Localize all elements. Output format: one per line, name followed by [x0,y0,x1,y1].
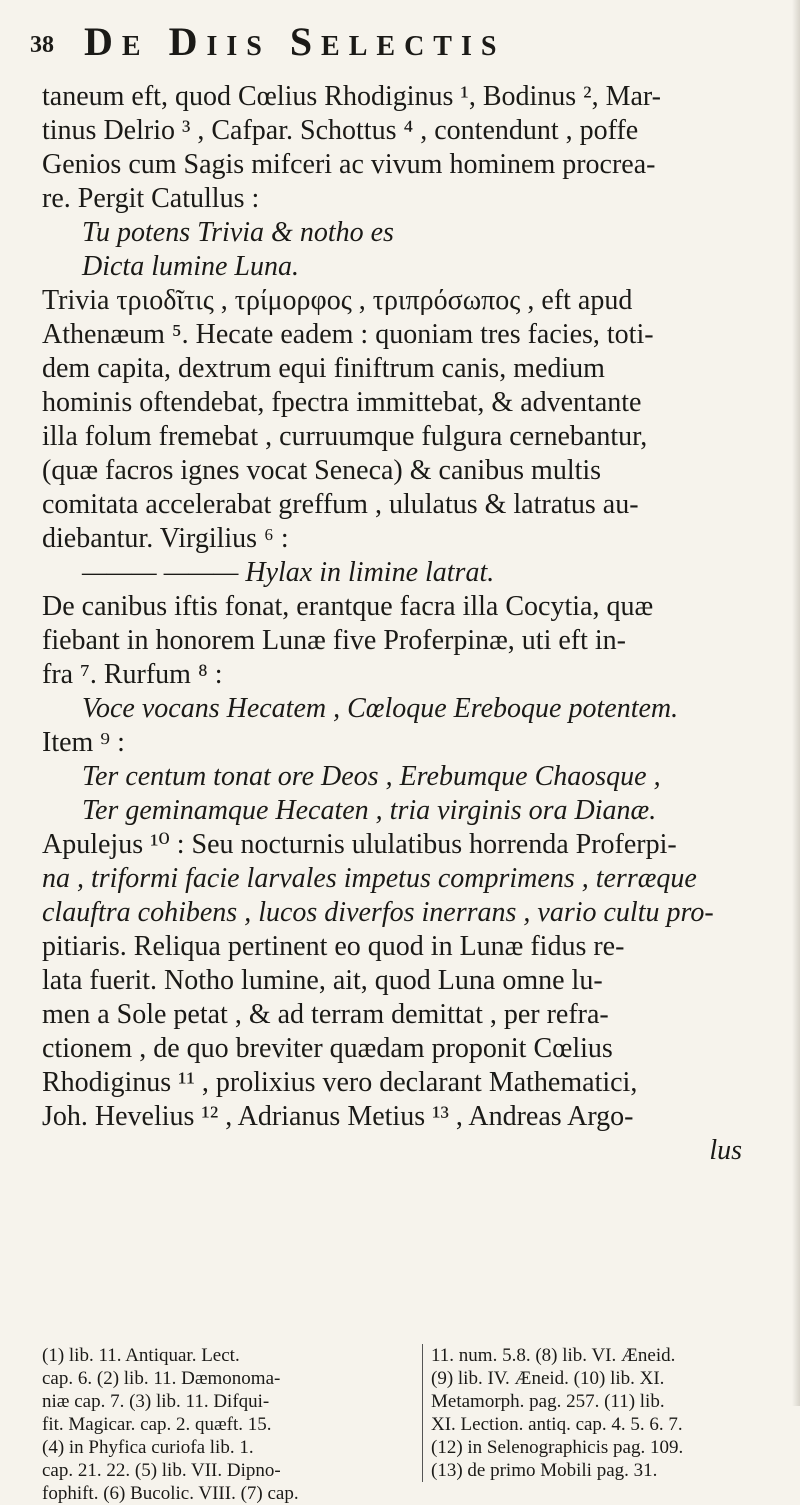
running-title: De Diis Selectis [84,19,506,64]
verse-line: Voce vocans Hecatem , Cœloque Ereboque potentem. [82,693,679,724]
text-line: Joh. Hevelius ¹² , Adrianus Metius ¹³ , Andreas Argo- [42,1101,634,1132]
footnote-line: Metamorph. pag. 257. (11) lib. [431,1391,665,1412]
verse-line: ——— ——— Hylax in limine latrat. [82,557,495,588]
footnote-line: (1) lib. 11. Antiquar. Lect. [42,1345,240,1366]
text-line: dem capita, dextrum equi finiftrum canis, medium [42,353,605,384]
main-text [42,80,772,1168]
text-line: fra ⁷. Rurfum ⁸ : [42,659,223,690]
text-line: pitiaris. Reliqua pertinent eo quod in Lunæ fidus re- [42,931,625,962]
footnote-line: (4) in Phyfica curiofa lib. 1. [42,1437,254,1458]
page-edge-shadow [792,0,800,1406]
text-line: fiebant in honorem Lunæ five Proferpinæ, uti eft in- [42,625,626,656]
text-line: taneum eft, quod Cœlius Rhodiginus ¹, Bodinus ², Mar- [42,81,661,112]
text-line: clauftra cohibens , lucos diverfos inerrans , vario cultu pro- [42,897,714,928]
text-line: (quæ facros ignes vocat Seneca) & canibus multis [42,455,602,486]
verse-line: Tu potens Trivia & notho es [82,217,394,248]
text-line: illa folum fremebat , curruumque fulgura cernebantur, [42,421,648,452]
text-line: men a Sole petat , & ad terram demittat , per refra- [42,999,609,1030]
text-line: Rhodiginus ¹¹ , prolixius vero declarant Mathematici, [42,1067,638,1098]
footnote-line: XI. Lection. antiq. cap. 4. 5. 6. 7. [431,1414,683,1435]
verse-line: Ter centum tonat ore Deos , Erebumque Chaosque , [82,761,661,792]
footnote-line: (9) lib. IV. Æneid. (10) lib. XI. [431,1368,665,1389]
page-number: 38 [30,32,54,58]
footnote-line: (13) de primo Mobili pag. 31. [431,1460,658,1481]
footnote-line: (12) in Selenographicis pag. 109. [431,1437,684,1458]
text-line: Apulejus ¹⁰ : Seu nocturnis ululatibus horrenda Proferpi- [42,829,677,860]
text-line: na , triformi facie larvales impetus comprimens , terræque [42,863,697,894]
text-line: ctionem , de quo breviter quædam proponit Cœlius [42,1033,613,1064]
text-line: Athenæum ⁵. Hecate eadem : quoniam tres facies, toti- [42,319,654,350]
text-line: diebantur. Virgilius ⁶ : [42,523,289,554]
footnotes-left-column [42,1344,392,1505]
text-line: lata fuerit. Notho lumine, ait, quod Luna omne lu- [42,965,603,996]
text-line: tinus Delrio ³ , Cafpar. Schottus ⁴ , contendunt , poffe [42,115,639,146]
text-line: re. Pergit Catullus : [42,183,260,214]
footnote-line: cap. 21. 22. (5) lib. VII. Dipno- [42,1460,281,1481]
text-line: comitata accelerabat greffum , ululatus & latratus au- [42,489,639,520]
page-header [30,18,770,66]
footnotes-right-column [422,1344,781,1482]
text-line: De canibus iftis fonat, erantque facra illa Cocytia, quæ [42,591,654,622]
text-line: Item ⁹ : [42,727,125,758]
footnote-line: niæ cap. 7. (3) lib. 11. Difqui- [42,1391,270,1412]
verse-line: Dicta lumine Luna. [82,251,299,282]
text-line: hominis oftendebat, fpectra immittebat, & adventante [42,387,642,418]
footnote-line: 11. num. 5.8. (8) lib. VI. Æneid. [431,1345,676,1366]
catchword: lus [709,1135,742,1166]
footnote-line: cap. 6. (2) lib. 11. Dæmonoma- [42,1368,281,1389]
footnote-line: fophift. (6) Bucolic. VIII. (7) cap. [42,1483,299,1504]
verse-line: Ter geminamque Hecaten , tria virginis ora Dianæ. [82,795,657,826]
footnote-line: fit. Magicar. cap. 2. quæft. 15. [42,1414,272,1435]
text-line: Genios cum Sagis mifceri ac vivum hominem procrea- [42,149,656,180]
text-line: Trivia τριοδῖτις , τρίμορφος , τριπρόσωπος , eft apud [42,285,633,316]
